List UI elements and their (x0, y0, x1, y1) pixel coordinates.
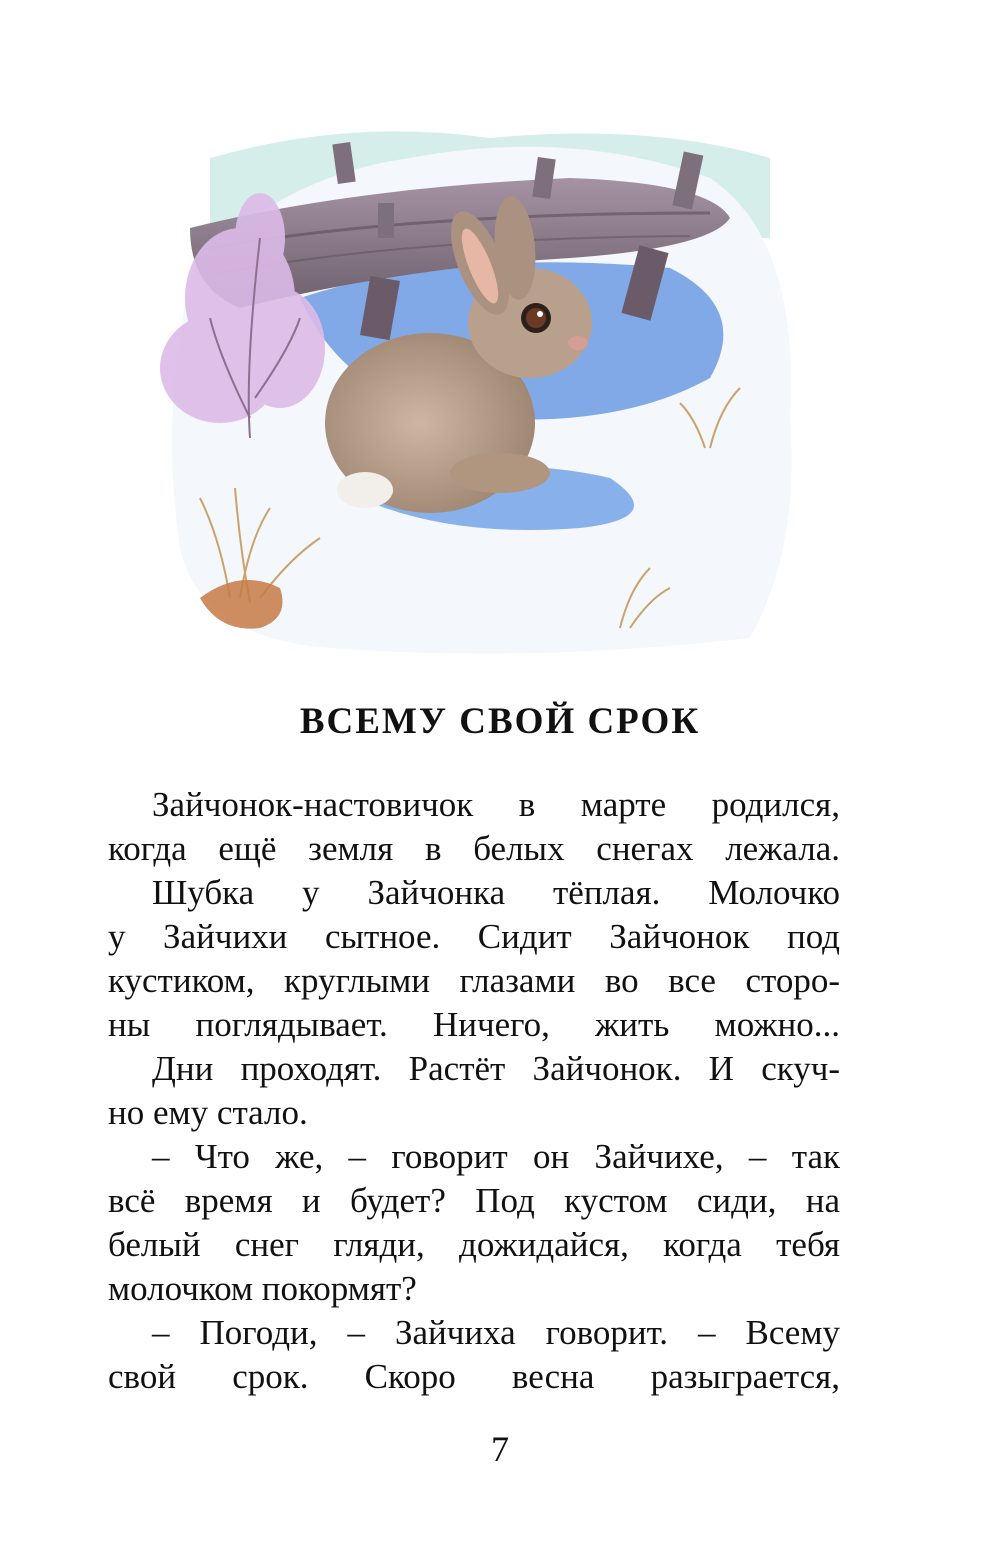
text-line: – Погоди, – Зайчиха говорит. – Всему (152, 1313, 840, 1352)
text-line: ны поглядывает. Ничего, жить можно... (108, 1005, 840, 1044)
text-line: свой срок. Скоро весна разыграется, (108, 1357, 840, 1396)
text-line: у Зайчихи сытное. Сидит Зайчонок под (108, 917, 840, 956)
text-line: Дни проходят. Растёт Зайчонок. И скуч- (152, 1049, 840, 1088)
chapter-title: ВСЕМУ СВОЙ СРОК (299, 701, 701, 742)
text-line: Шубка у Зайчонка тёплая. Молочко (152, 873, 840, 912)
body-text (108, 783, 840, 1399)
text-line: но ему стало. (108, 1093, 308, 1132)
rabbit-illustration (150, 118, 810, 668)
text-line: молочком покормят? (108, 1269, 417, 1308)
text-line: Зайчонок-настовичок в марте родился, (152, 785, 840, 824)
text-line: когда ещё земля в белых снегах лежала. (108, 829, 840, 868)
rabbit-in-snow-picture (150, 118, 810, 668)
text-line: белый снег гляди, дожидайся, когда тебя (108, 1225, 840, 1264)
text-line: всё время и будет? Под кустом сиди, на (108, 1181, 840, 1220)
page-number: 7 (491, 1429, 509, 1469)
text-line: – Что же, – говорит он Зайчихе, – так (152, 1137, 840, 1176)
text-line: кустиком, круглыми глазами во все сторо- (108, 961, 840, 1000)
